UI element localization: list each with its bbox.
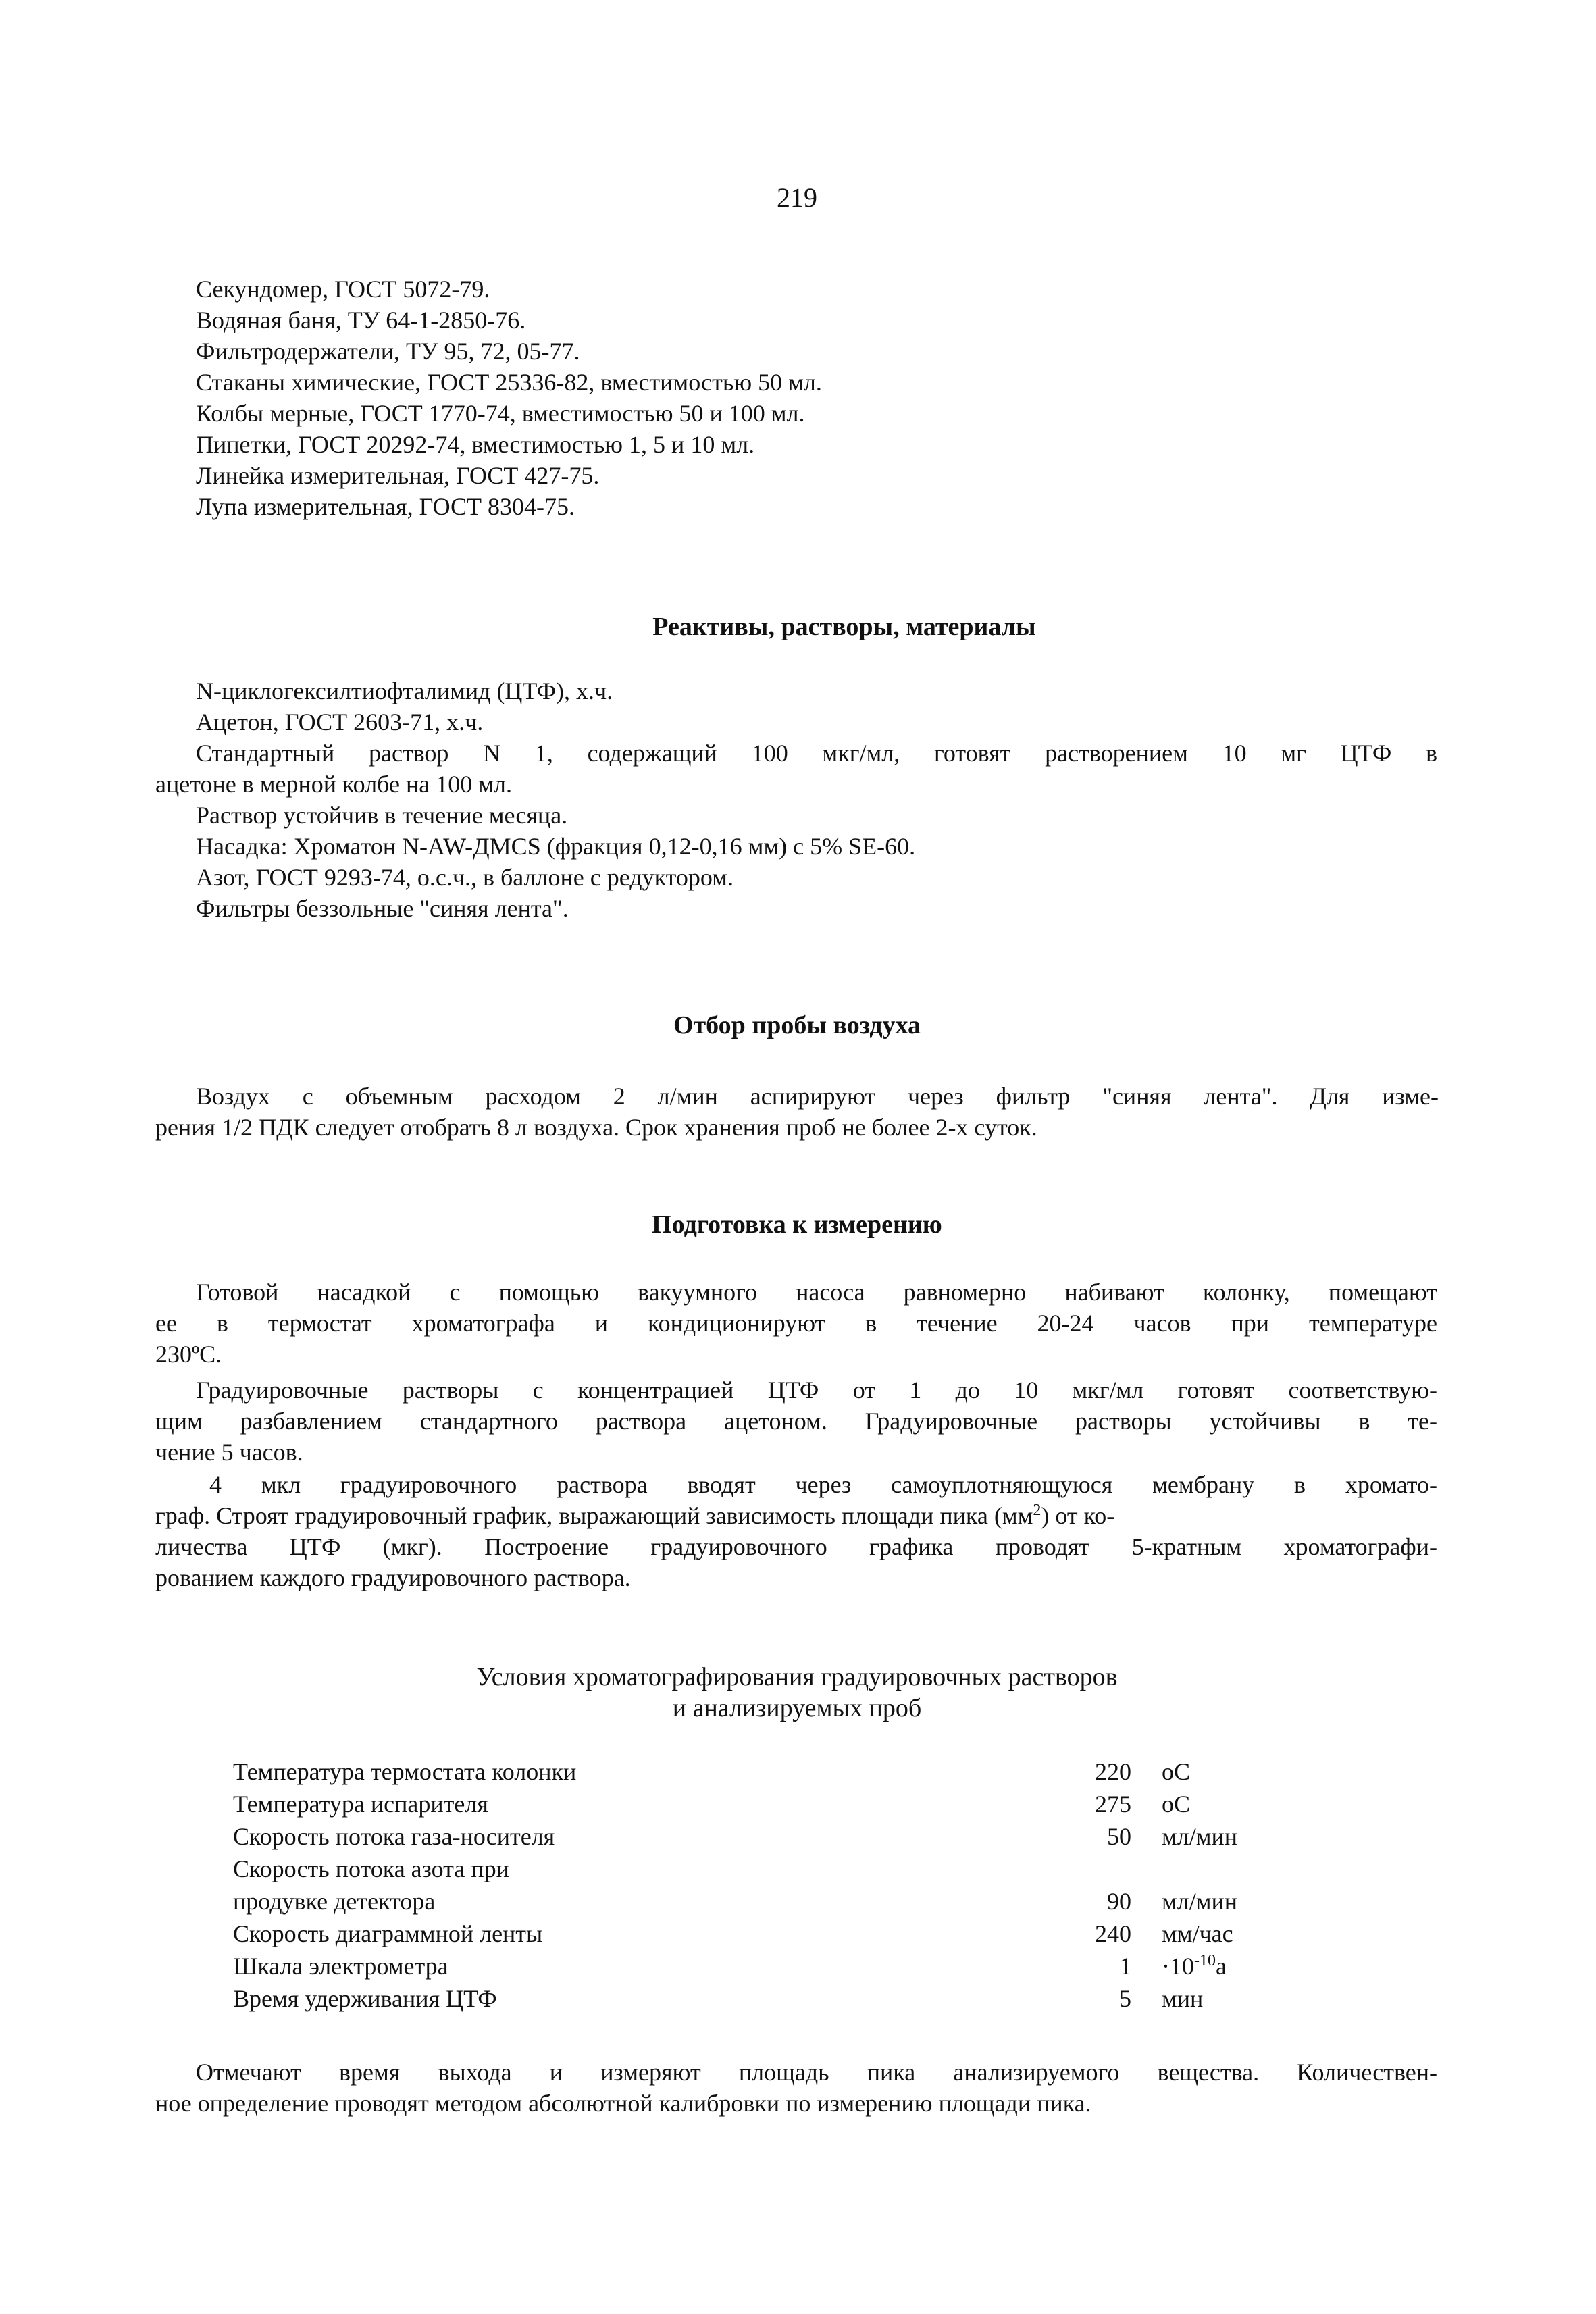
unit-cell: оС bbox=[1162, 1791, 1191, 1818]
equipment-item: Фильтродержатели, ТУ 95, 72, 05-77. bbox=[196, 338, 580, 365]
param-cell: Шкала электрометра bbox=[233, 1953, 448, 1980]
final-line: ное определение проводят методом абсолютной калибровки по измерению площади пика. bbox=[155, 2090, 1091, 2117]
unit-text: ·10 bbox=[1162, 1953, 1194, 1980]
value-cell: 1 bbox=[1119, 1953, 1131, 1980]
sampling-line: рения 1/2 ПДК следует отобрать 8 л воздуха. Срок хранения проб не более 2-х суток. bbox=[155, 1114, 1037, 1141]
prep-line: 230ºС. bbox=[155, 1341, 222, 1368]
table-row bbox=[233, 1983, 1297, 2015]
prep-line: Готовой насадкой с помощью вакуумного насоса равномерно набивают колонку, помещают bbox=[196, 1279, 1437, 1306]
prep-line: щим разбавлением стандартного раствора ацетоном. Градуировочные растворы устойчивы в те- bbox=[155, 1408, 1437, 1435]
value-cell: 240 bbox=[1095, 1920, 1131, 1947]
prep-line: ее в термостат хроматографа и кондиционируют в течение 20-24 часов при температуре bbox=[155, 1310, 1437, 1337]
unit-cell bbox=[1162, 1951, 1297, 1983]
preparation-p1 bbox=[155, 1277, 1437, 1370]
preparation-p2 bbox=[155, 1374, 1437, 1468]
reagent-line: Ацетон, ГОСТ 2603-71, х.ч. bbox=[196, 709, 484, 736]
prep-line-text bbox=[155, 1500, 1114, 1531]
value-cell: 90 bbox=[1107, 1888, 1131, 1915]
param-cell: Время удерживания ЦТФ bbox=[233, 1985, 497, 2012]
param-cell: Температура испарителя bbox=[233, 1791, 488, 1818]
preparation-heading: Подготовка к измерению bbox=[652, 1210, 942, 1239]
param-cell: Температура термостата колонки bbox=[233, 1758, 577, 1785]
sampling-heading: Отбор пробы воздуха bbox=[673, 1011, 921, 1039]
table-row bbox=[233, 1951, 1297, 1983]
prep-line: 4 мкл градуировочного раствора вводят через самоуплотняющуюся мембрану в хромато- bbox=[209, 1471, 1437, 1498]
prep-line: личества ЦТФ (мкг). Построение градуировочного графика проводят 5-кратным хроматографи- bbox=[155, 1533, 1437, 1560]
equipment-item: Секундомер, ГОСТ 5072-79. bbox=[196, 276, 490, 303]
reagents-heading: Реактивы, растворы, материалы bbox=[652, 613, 1036, 641]
equipment-item: Колбы мерные, ГОСТ 1770-74, вместимостью 50 и 100 мл. bbox=[196, 400, 805, 427]
param-cell: продувке детектора bbox=[233, 1888, 436, 1915]
preparation-p3 bbox=[155, 1469, 1437, 1593]
value-cell: 275 bbox=[1095, 1791, 1131, 1818]
reagent-line: Азот, ГОСТ 9293-74, о.с.ч., в баллоне с редуктором. bbox=[196, 864, 733, 891]
unit-cell: мин bbox=[1162, 1985, 1204, 2012]
table-row bbox=[233, 1821, 1297, 1853]
reagent-line: Стандартный раствор N 1, содержащий 100 мкг/мл, готовят растворением 10 мг ЦТФ в bbox=[196, 740, 1437, 767]
value-cell: 50 bbox=[1107, 1823, 1131, 1850]
prep-line: рованием каждого градуировочного раствора. bbox=[155, 1564, 631, 1591]
value-cell bbox=[976, 1853, 1162, 1886]
prep-text-a: граф. Строят градуировочный график, выражающий зависимость площади пика (мм bbox=[155, 1502, 1033, 1529]
superscript: -10 bbox=[1194, 1952, 1216, 1970]
equipment-item: Лупа измерительная, ГОСТ 8304-75. bbox=[196, 493, 575, 520]
conditions-heading-2: и анализируемых проб bbox=[672, 1694, 922, 1722]
reagents-list bbox=[155, 675, 1437, 924]
unit-cell: мл/мин bbox=[1162, 1888, 1238, 1915]
table-row bbox=[233, 1789, 1297, 1821]
prep-line: чение 5 часов. bbox=[155, 1439, 303, 1466]
equipment-item: Водяная баня, ТУ 64-1-2850-76. bbox=[196, 307, 526, 334]
unit-cell: мл/мин bbox=[1162, 1823, 1238, 1850]
page-number: 219 bbox=[777, 182, 817, 213]
unit-cell: мм/час bbox=[1162, 1920, 1233, 1947]
unit-cell: оС bbox=[1162, 1758, 1191, 1785]
reagent-line: N-циклогексилтиофталимид (ЦТФ), х.ч. bbox=[196, 677, 613, 704]
unit-text: а bbox=[1216, 1953, 1227, 1980]
table-row bbox=[233, 1756, 1297, 1789]
reagent-line: ацетоне в мерной колбе на 100 мл. bbox=[155, 771, 512, 798]
sampling-line: Воздух с объемным расходом 2 л/мин аспирируют через фильтр "синяя лента". Для изме- bbox=[196, 1083, 1439, 1110]
unit-cell bbox=[1162, 1853, 1297, 1886]
param-cell: Скорость потока газа-носителя bbox=[233, 1823, 555, 1850]
equipment-list bbox=[196, 274, 1277, 522]
final-line: Отмечают время выхода и измеряют площадь пика анализируемого вещества. Количествен- bbox=[196, 2059, 1437, 2086]
prep-line bbox=[155, 1500, 1437, 1531]
conditions-table bbox=[233, 1756, 1297, 2015]
table-row bbox=[233, 1853, 1297, 1886]
value-cell: 220 bbox=[1095, 1758, 1131, 1785]
conditions-heading-1: Условия хроматографирования градуировочных растворов bbox=[476, 1663, 1118, 1691]
prep-line: Градуировочные растворы с концентрацией ЦТФ от 1 до 10 мкг/мл готовят соответствую- bbox=[196, 1377, 1437, 1404]
equipment-item: Стаканы химические, ГОСТ 25336-82, вместимостью 50 мл. bbox=[196, 369, 822, 396]
reagent-line: Насадка: Хроматон N-AW-ДМCS (фракция 0,12-0,16 мм) с 5% SE-60. bbox=[196, 833, 916, 860]
param-cell: Скорость диаграммной ленты bbox=[233, 1920, 543, 1947]
sampling-paragraph bbox=[155, 1081, 1439, 1143]
superscript: 2 bbox=[1033, 1501, 1041, 1519]
reagent-line: Раствор устойчив в течение месяца. bbox=[196, 802, 568, 829]
param-cell: Скорость потока азота при bbox=[233, 1855, 509, 1882]
final-paragraph bbox=[155, 2057, 1437, 2119]
equipment-item: Пипетки, ГОСТ 20292-74, вместимостью 1, 5 и 10 мл. bbox=[196, 431, 755, 458]
table-row bbox=[233, 1918, 1297, 1951]
table-row bbox=[233, 1886, 1297, 1918]
equipment-item: Линейка измерительная, ГОСТ 427-75. bbox=[196, 462, 600, 489]
reagent-line: Фильтры беззольные "синяя лента". bbox=[196, 895, 569, 922]
prep-text-b: ) от ко- bbox=[1041, 1502, 1115, 1529]
value-cell: 5 bbox=[1119, 1985, 1131, 2012]
